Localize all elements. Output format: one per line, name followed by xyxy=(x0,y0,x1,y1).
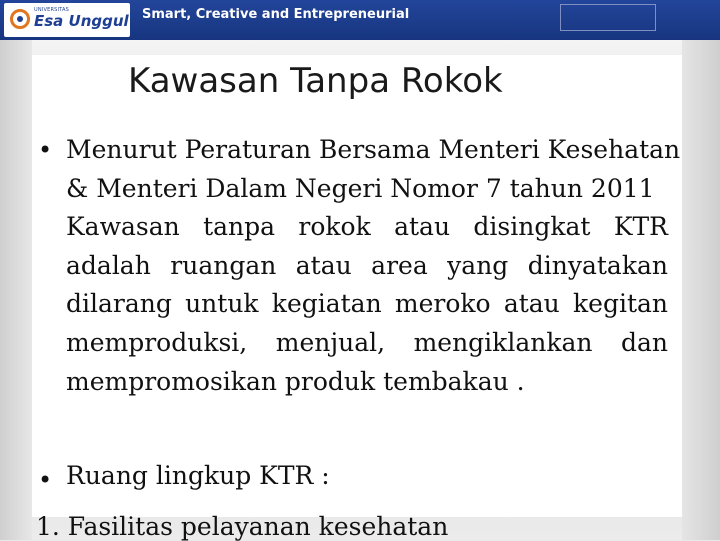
paragraph-line: mempromosikan produk tembakau . xyxy=(66,366,525,396)
logo-small-text: UNIVERSITAS xyxy=(34,7,70,13)
header-bar xyxy=(0,0,720,40)
paragraph-line: adalah ruangan atau area yang dinyatakan xyxy=(66,250,668,280)
paragraph-line: Kawasan tanpa rokok atau disingkat KTR xyxy=(66,212,668,242)
paragraph-line: memproduksi, menjual, mengiklankan dan xyxy=(66,327,668,357)
logo-text: Esa Unggul xyxy=(34,12,129,30)
paragraph-line: dilarang untuk kegiatan meroko atau kegitan xyxy=(66,289,668,319)
bullet-text: Ruang lingkup KTR : xyxy=(66,461,330,490)
bullet-marker: • xyxy=(38,136,53,164)
tagline: Smart, Creative and Entrepreneurial xyxy=(142,7,410,22)
numbered-item: 1. Fasilitas pelayanan kesehatan xyxy=(36,512,449,541)
right-shade xyxy=(682,40,720,540)
logo xyxy=(4,3,130,37)
header-decoration xyxy=(560,4,656,31)
paragraph-line: Menurut Peraturan Bersama Menteri Kesehatan xyxy=(66,135,681,164)
left-shade xyxy=(0,40,32,540)
paragraph xyxy=(66,131,681,401)
logo-emblem-icon xyxy=(10,9,30,29)
bullet-marker: • xyxy=(38,466,53,494)
slide-title: Kawasan Tanpa Rokok xyxy=(128,61,503,101)
paragraph-line: & Menteri Dalam Negeri Nomor 7 tahun 2011 xyxy=(66,173,655,203)
